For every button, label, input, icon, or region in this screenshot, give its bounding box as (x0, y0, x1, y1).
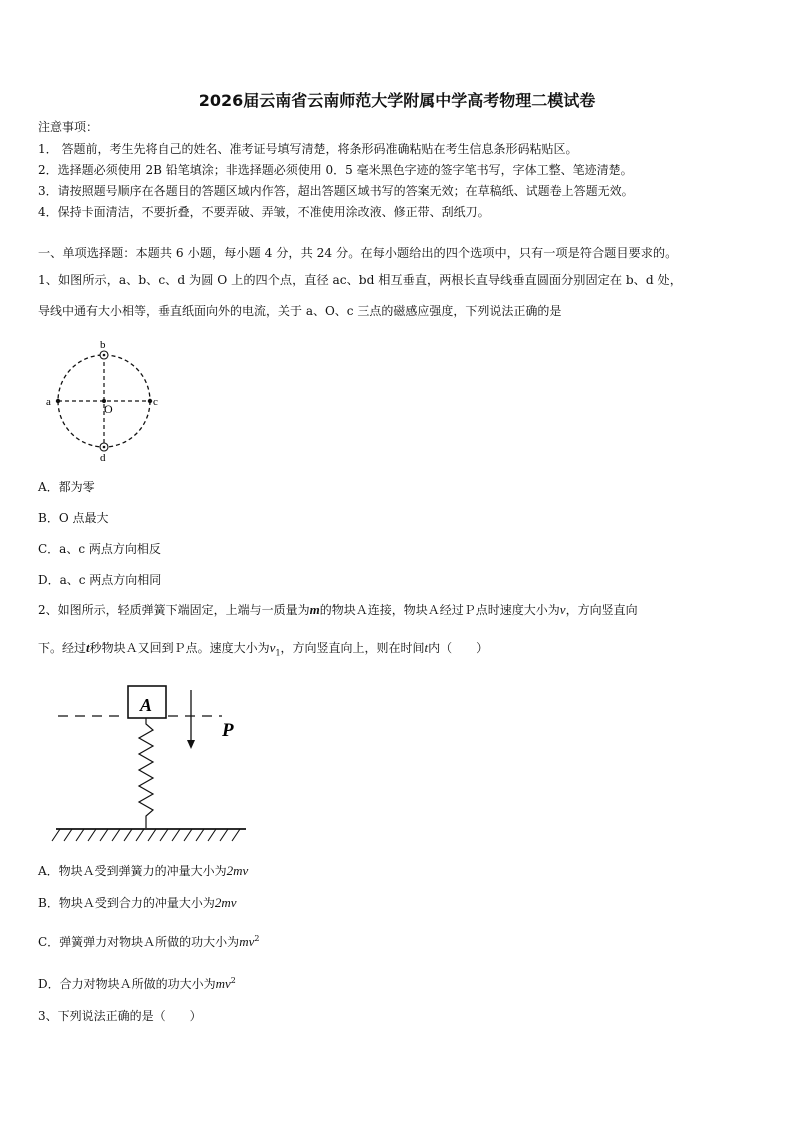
notice-item-3: 3．请按照题号顺序在各题目的答题区域内作答，超出答题区域书写的答案无效；在草稿纸、试题卷上答题无效。 (38, 184, 634, 198)
q2-symbol-t2: t (424, 640, 429, 655)
notice-item-1: 1． 答题前，考生先将自己的姓名、准考证号填写清楚，将条形码准确粘贴在考生信息条形码粘贴区。 (38, 142, 578, 156)
label-d: d (100, 452, 106, 462)
q2-symbol-m: m (309, 602, 320, 617)
q1-stem-line2: 导线中通有大小相等，垂直纸面向外的电流，关于 a、O、c 三点的磁感应强度，下列说法正确的是 (38, 304, 562, 318)
label-o: O (104, 402, 113, 416)
q2-line1-part1: 2、如图所示，轻质弹簧下端固定，上端与一质量为 (38, 603, 310, 617)
label-c: c (153, 396, 158, 408)
label-b: b (100, 339, 106, 351)
current-out-dot-b (103, 354, 106, 357)
q2-symbol-v: v (559, 602, 566, 617)
q2-spring-figure (50, 678, 255, 846)
q2-symbol-t: t (86, 640, 90, 655)
down-arrow-icon (187, 740, 195, 749)
q2-stem-line1 (38, 603, 638, 617)
point-c (148, 399, 152, 403)
point-p-label: P (222, 720, 234, 741)
q2-option-d-sup: 2 (230, 976, 236, 985)
q1-option-d: D．a、c 两点方向相同 (38, 573, 162, 587)
q1-stem-line1: 1、如图所示，a、b、c、d 为圆 O 上的四个点，直径 ac、bd 相互垂直，两根长直导线垂直圆面分别固定在 b、d 处， (38, 273, 682, 287)
block-label: A (140, 695, 153, 715)
q2-line2-part4: 内（ ） (428, 641, 489, 655)
q2-option-c (38, 932, 259, 949)
q2-option-d-math: mv (215, 976, 231, 991)
point-a (56, 399, 60, 403)
current-out-dot-d (103, 446, 106, 449)
q2-option-b-text: B．物块Ａ受到合力的冲量大小为 (38, 896, 215, 910)
q3-stem: 3、下列说法正确的是（ ） (38, 1009, 202, 1023)
q1-option-a: A．都为零 (38, 480, 95, 494)
q1-circle-figure (40, 338, 170, 462)
q2-option-d-text: D．合力对物块Ａ所做的功大小为 (38, 977, 216, 991)
q1-option-c: C．a、c 两点方向相反 (38, 542, 161, 556)
q1-option-b: B．O 点最大 (38, 511, 109, 525)
notice-item-2: 2．选择题必须使用 2B 铅笔填涂；非选择题必须使用 0．5 毫米黑色字迹的签字笔书写，字体工整、笔迹清楚。 (38, 163, 633, 177)
q2-stem-line2 (38, 641, 488, 660)
q2-line1-part3: ，方向竖直向 (565, 603, 638, 617)
q2-option-a-text: A．物块Ａ受到弹簧力的冲量大小为 (38, 864, 227, 878)
spring (139, 718, 153, 828)
section-heading: 一、单项选择题：本题共 6 小题，每小题 4 分，共 24 分。在每小题给出的四个选项中，只有一项是符合题目要求的。 (38, 246, 678, 260)
q2-line2-part1: 下。经过 (38, 641, 87, 655)
q2-line2-part2: 秒物块Ａ又回到Ｐ点。速度大小为 (89, 641, 270, 655)
q2-line1-part2: 的物块Ａ连接，物块Ａ经过Ｐ点时速度大小为 (319, 603, 560, 617)
q2-symbol-v1: v (269, 640, 276, 655)
q2-option-c-sup: 2 (254, 934, 260, 943)
label-a: a (46, 396, 51, 408)
q2-option-c-math: mv (239, 934, 255, 949)
q2-subscript-1: 1 (275, 648, 281, 658)
ground-hatch (52, 829, 240, 841)
q2-option-a (38, 864, 248, 878)
q2-option-a-math: 2mv (226, 863, 249, 878)
q2-option-b (38, 896, 237, 910)
notice-item-4: 4．保持卡面清洁，不要折叠，不要弄破、弄皱，不准使用涂改液、修正带、刮纸刀。 (38, 205, 490, 219)
q2-option-b-math: 2mv (214, 895, 237, 910)
q2-line2-part3: ，方向竖直向上，则在时间 (280, 641, 425, 655)
notice-heading: 注意事项： (38, 120, 99, 134)
page-title: 2026届云南省云南师范大学附属中学高考物理二模试卷 (198, 91, 596, 110)
q2-option-d (38, 974, 236, 991)
q2-option-c-text: C．弹簧弹力对物块Ａ所做的功大小为 (38, 935, 240, 949)
